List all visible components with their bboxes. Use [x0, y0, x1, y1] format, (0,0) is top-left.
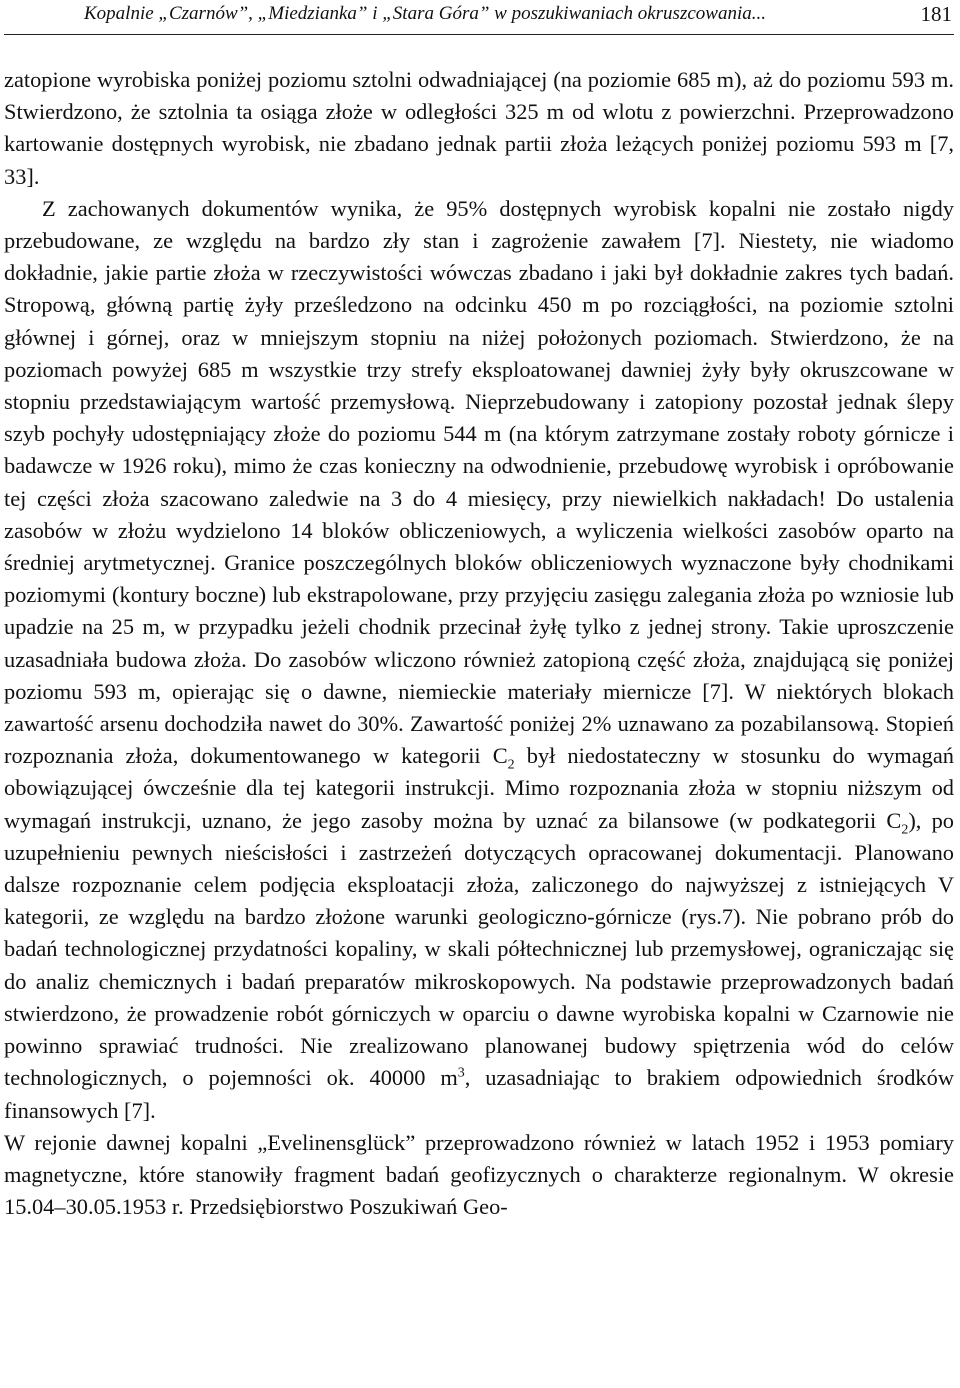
- superscript: 3: [457, 1065, 465, 1081]
- running-title: Kopalnie „Czarnów”, „Miedzianka” i „Stara Góra” w poszukiwaniach okruszcowania...: [84, 3, 766, 24]
- body-text: [4, 64, 954, 1223]
- page-header: [4, 0, 954, 28]
- subscript: 2: [901, 822, 909, 838]
- paragraph-text: W rejonie dawnej kopalni „Evelinensglück” przeprowadzono również w latach 1952 i 1953 pomiary magnetyczne, które stanowiły fragment badań geofizycznych o charakterze regionalnym. W okresie 15.04–30.05.1953 r. Przedsiębiorstwo Poszukiwań Geo-: [4, 1129, 954, 1220]
- paragraph-text: , uzasadniając to brakiem odpowiednich środków finansowych [7].: [4, 1065, 954, 1123]
- paragraph-text: zatopione wyrobiska poniżej poziomu sztolni odwadniającej (na poziomie 685 m), aż do poziomu 593 m. Stwierdzono, że sztolnia ta osiąga złoże w odległości 325 m od wlotu z powierzchni. Przeprowadzono kartowanie dostępnych wyrobisk, nie zbadano jednak partii złoża leżących poniżej poziomu 593 m [7, 33].: [4, 67, 954, 189]
- paragraph-1: [4, 64, 954, 193]
- paragraph-text: był niedostateczny w stosunku do wymagań obowiązującej ówcześnie dla tej kategorii instrukcji. Mimo rozpoznania złoża w stopniu niższym od wymagań instrukcji, uznano, że jego zasoby można by uznać za bilansowe (w podkategorii C: [4, 743, 954, 833]
- page-number: 181: [920, 2, 952, 26]
- paragraph-3: [4, 1127, 954, 1224]
- subscript: 2: [507, 757, 515, 773]
- paragraph-text: Z zachowanych dokumentów wynika, że 95% dostępnych wyrobisk kopalni nie zostało nigdy przebudowane, ze względu na bardzo zły stan i zagrożenie zawałem [7]. Niestety, nie wiadomo dokładnie, jakie partie złoża w rzeczywistości wówczas zbadano i jaki był dokładnie zakres tych badań. Stropową, główną partię żyły prześledzono na odcinku 450 m po rozciągłości, na poziomie sztolni głównej i górnej, oraz w mniejszym stopniu na niżej położonych poziomach. Stwierdzono, że na poziomach powyżej 685 m wszystkie trzy strefy eksploatowanej dawniej żyły były okruszcowane w stopniu przedstawiającym wartość przemysłową. Nieprzebudowany i zatopiony pozostał jednak ślepy szyb pochyły udostępniający złoże do poziomu 544 m (na którym zatrzymane zostały roboty górnicze i badawcze w 1926 roku), mimo że czas konieczny na odwodnienie, przebudowę wyrobisk i opróbowanie tej części złoża szacowano zaledwie na 3 do 4 miesięcy, przy niewielkich nakładach! Do ustalenia zasobów w złożu wydzielono 14 bloków obliczeniowych, a wyliczenia wielkości zasobów oparto na średniej arytmetycznej. Granice poszczególnych bloków obliczeniowych wyznaczone były chodnikami poziomymi (kontury boczne) lub ekstrapolowane, przy przyjęciu zasięgu zalegania złoża po wzniosie lub upadzie na 25 m, w przypadku jeżeli chodnik przecinał żyłę tylko z jednej strony. Takie uproszczenie uzasadniała budowa złoża. Do zasobów wliczono również zatopioną część złoża, znajdującą się poniżej poziomu 593 m, opierając się o dawne, niemieckie materiały miernicze [7]. W niektórych blokach zawartość arsenu dochodziła nawet do 30%. Zawartość poniżej 2% uznawano za pozabilansową. Stopień rozpoznania złoża, dokumentowanego w kategorii C: [4, 195, 954, 769]
- paragraph-2: [4, 193, 954, 1127]
- document-page: [4, 0, 954, 1388]
- paragraph-text: ), po uzupełnieniu pewnych nieścisłości i zastrzeżeń dotyczących opracowanej dokumentacji. Planowano dalsze rozpoznanie celem podjęcia eksploatacji złoża, zaliczonego do najwyższej z istniejących V kategorii, ze względu na bardzo złożone warunki geologiczno-górnicze (rys.7). Nie pobrano prób do badań technologicznej przydatności kopaliny, w skali półtechnicznej lub przemysłowej, ograniczając się do analiz chemicznych i badań preparatów mikroskopowych. Na podstawie przeprowadzonych badań stwierdzono, że prowadzenie robót górniczych w oparciu o dawne wyrobiska kopalni w Czarnowie nie powinno sprawiać trudności. Nie zrealizowano planowanej budowy spiętrzenia wód do celów technologicznych, o pojemności ok. 40000 m: [4, 807, 954, 1091]
- header-rule: [4, 34, 954, 35]
